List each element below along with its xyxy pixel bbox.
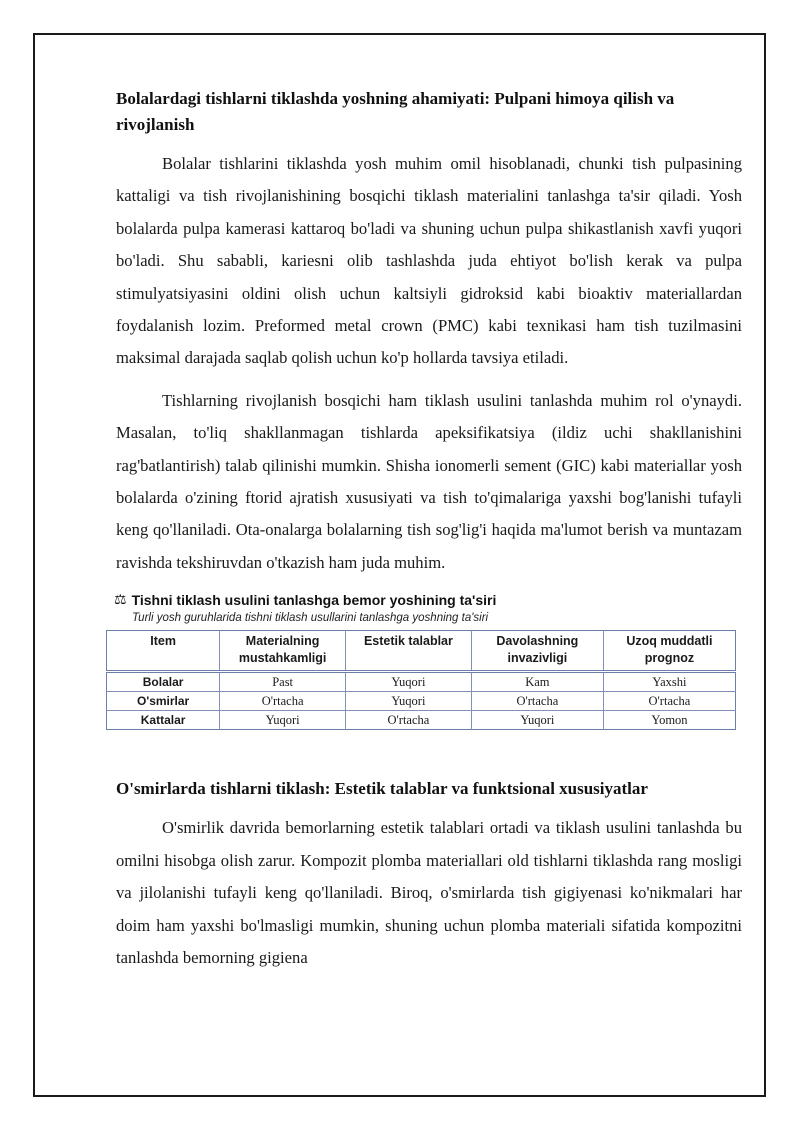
table-row <box>107 672 736 692</box>
section-heading-children: Bolalardagi tishlarni tiklashda yoshning ahamiyati: Pulpani himoya qilish va rivojlanish <box>116 89 675 134</box>
table-cell: Kattalar <box>107 711 220 730</box>
table-cell: Kam <box>471 672 603 692</box>
table-cell: Bolalar <box>142 675 184 690</box>
paragraph-aesthetic-requirements: O'smirlik davrida bemorlarning estetik talablari ortadi va tiklash usulini tanlashda bu omilni hisobga olish zarur. Kompozit plomba materiallari old tishlarni tiklashda rang mosligi va jilolanishi tufayli keng qo'llaniladi. Biroq, o'smirlarda tish gigiyenasi ko'nikmalari har doim ham yaxshi bo'lmasligi mumkin, shuning uchun plomba materiali sifatida kompozitni tanlashda bemorning gigiena <box>116 818 742 967</box>
table-title <box>114 591 742 608</box>
table-cell: O'rtacha <box>220 692 346 711</box>
table-cell: O'rtacha <box>346 711 472 730</box>
paragraph-age-importance: Bolalar tishlarini tiklashda yosh muhim omil hisoblanadi, chunki tish pulpasining kattaligi va tish rivojlanishining bosqichi tiklash materialini tanlashga ta'sir qiladi. Yosh bolalarda pulpa kamerasi kattaroq bo'ladi va shuning uchun pulpa shikastlanish xavfi yuqori bo'ladi. Shu sababli, kariesni olib tashlashda juda ehtiyot bo'lish kerak va pulpa stimulyatsiyasini oldini olish uchun kaltsiyli gidroksid kabi bioaktiv materiallardan foydalanish lozim. Preformed metal crown (PMC) kabi texnikasi ham tish tuzilmasini maksimal darajada saqlab qolish uchun ko'p hollarda tavsiya etiladi. <box>116 154 742 368</box>
column-header: Materialning mustahkamligi <box>220 631 346 672</box>
table-cell: O'smirlar <box>107 692 220 711</box>
table-cell: O'rtacha <box>471 692 603 711</box>
paragraph-development-stage: Tishlarning rivojlanish bosqichi ham tiklash usulini tanlashda muhim rol o'ynaydi. Masalan, to'liq shakllanmagan tishlarda apeksifikatsiya (ildiz uchi shakllanishini rag'batlantirish) talab qilinishi mumkin. Shisha ionomerli sement (GIC) kabi materiallar yosh bolalarda o'zining ftorid ajratish xususiyati va tish to'qimalariga yaxshi bog'lanishi tufayli keng qo'llaniladi. Ota-onalarga bolalarning tish sog'lig'i haqida ma'lumot berish va muntazam ravishda tekshiruvdan o'tkazish ham juda muhim. <box>116 390 742 572</box>
document-content <box>116 86 742 984</box>
table-cell: O'rtacha <box>603 692 735 711</box>
table-subtitle: Turli yosh guruhlarida tishni tiklash usullarini tanlashga yoshning ta'siri <box>132 612 489 625</box>
table-cell: Yuqori <box>220 711 346 730</box>
table-row <box>107 692 736 711</box>
table-cell: Yuqori <box>346 672 472 692</box>
table-cell: Yomon <box>603 711 735 730</box>
column-header: Uzoq muddatli prognoz <box>603 631 735 672</box>
column-header: Davolashning invazivligi <box>471 631 603 672</box>
column-header: Estetik talablar <box>346 631 472 672</box>
table-cell: Yuqori <box>346 692 472 711</box>
column-header: Item <box>107 631 220 672</box>
table-title-text: Tishni tiklash usulini tanlashga bemor yoshining ta'siri <box>131 591 497 608</box>
table-cell: Past <box>220 672 346 692</box>
age-comparison-table <box>106 630 736 730</box>
table-cell: Yaxshi <box>603 672 735 692</box>
table-row <box>107 711 736 730</box>
table-header-row <box>107 631 736 672</box>
table-cell: Yuqori <box>471 711 603 730</box>
section-heading-teenagers: O'smirlarda tishlarni tiklash: Estetik talablar va funktsional xususiyatlar <box>116 779 648 799</box>
scale-icon: ⚖ <box>114 591 127 608</box>
section-teenagers <box>116 776 742 974</box>
